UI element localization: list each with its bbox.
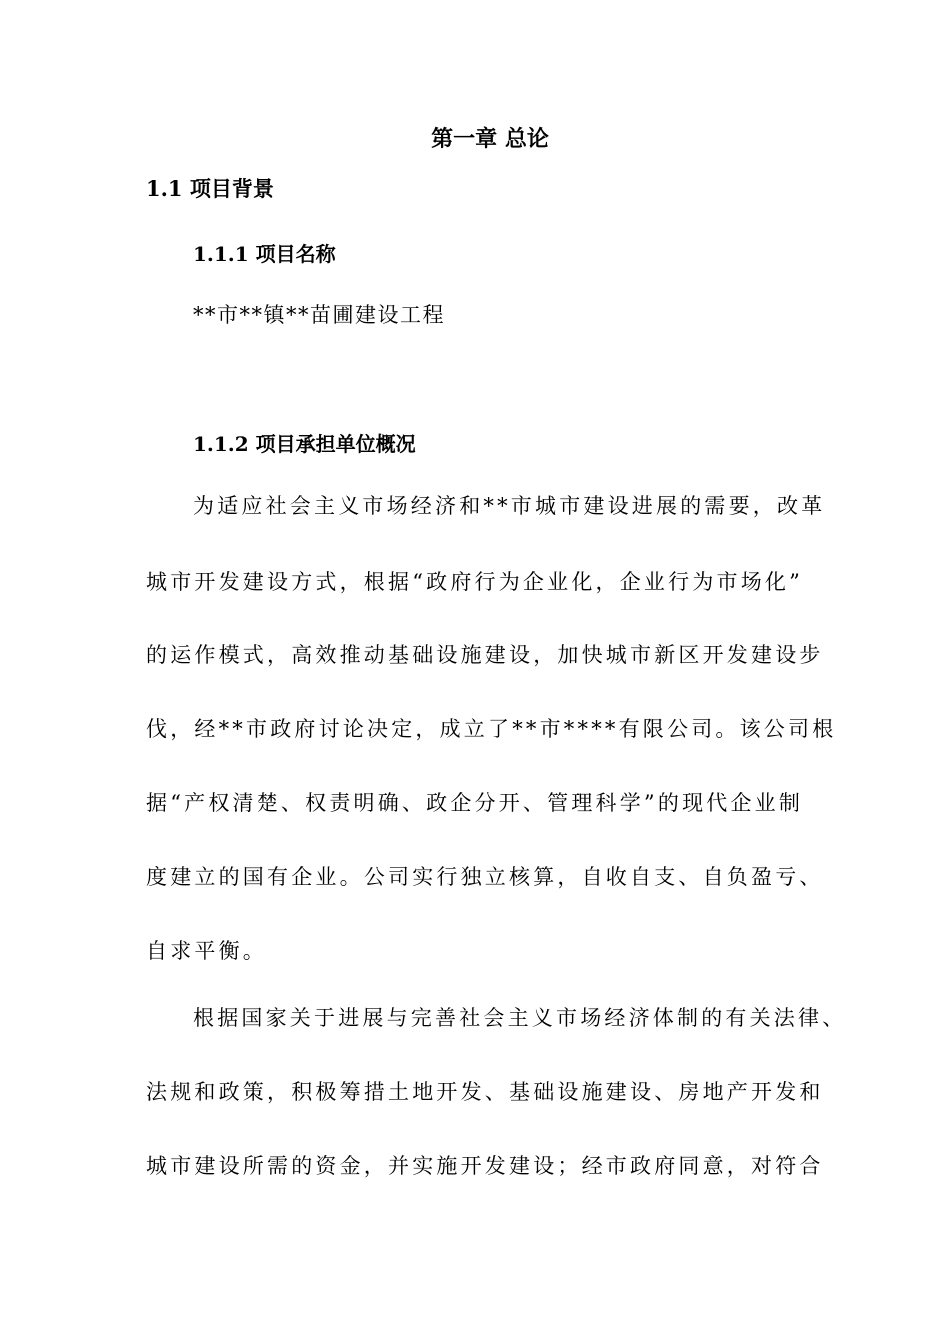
- paragraph1-line: 为适应社会主义市场经济和**市城市建设进展的需要，改革: [193, 494, 826, 518]
- chapter-title: 第一章 总论: [431, 126, 549, 152]
- subsection-heading-1-1-1: 1.1.1 项目名称: [193, 242, 336, 266]
- paragraph1-line: 自求平衡。: [146, 939, 267, 963]
- paragraph1-line: 度建立的国有企业。公司实行独立核算，自收自支、自负盈亏、: [146, 865, 824, 889]
- paragraph2-line: 法规和政策，积极筹措土地开发、基础设施建设、房地产开发和: [146, 1080, 824, 1104]
- paragraph2-line: 城市建设所需的资金，并实施开发建设；经市政府同意，对符合: [146, 1154, 824, 1178]
- section-heading-1-1: 1.1 项目背景: [146, 176, 274, 201]
- paragraph1-line: 城市开发建设方式，根据“政府行为企业化，企业行为市场化”: [146, 570, 804, 594]
- paragraph2-line: 根据国家关于进展与完善社会主义市场经济体制的有关法律、: [193, 1006, 847, 1030]
- paragraph1-line: 据“产权清楚、权责明确、政企分开、管理科学”的现代企业制: [146, 791, 804, 815]
- paragraph1-line: 伐，经**市政府讨论决定，成立了**市****有限公司。该公司根: [146, 717, 837, 741]
- subsection-heading-1-1-2: 1.1.2 项目承担单位概况: [193, 432, 416, 456]
- paragraph1-line: 的运作模式，高效推动基础设施建设，加快城市新区开发建设步: [146, 643, 824, 667]
- project-name-text: **市**镇**苗圃建设工程: [193, 303, 445, 327]
